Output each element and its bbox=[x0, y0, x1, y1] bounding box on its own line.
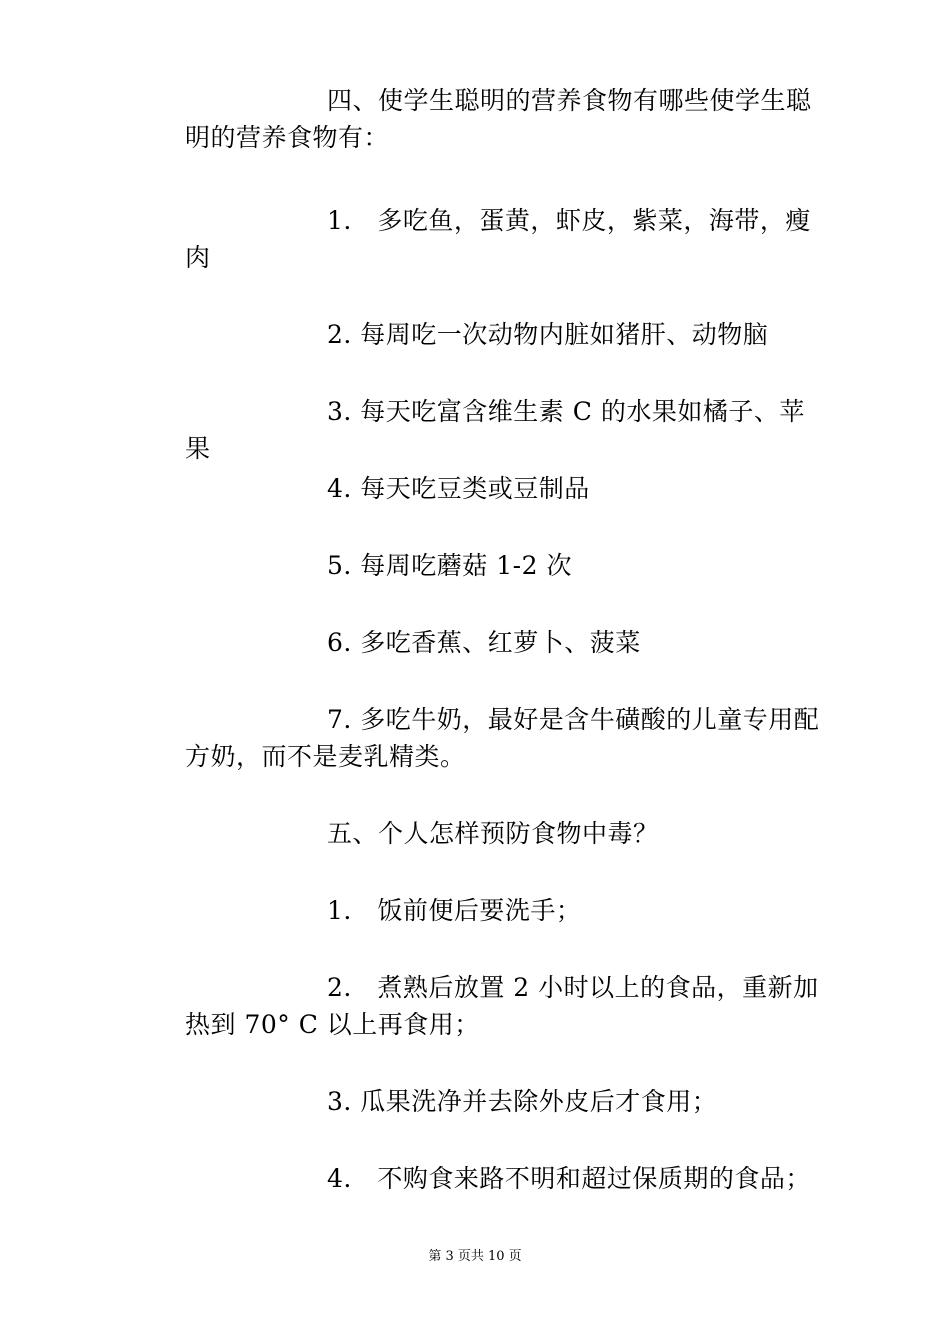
paragraph-item: 2. 每周吃一次动物内脏如猪肝、动物脑 bbox=[327, 320, 769, 349]
paragraph-item: 3. 每天吃富含维生素 C 的水果如橘子、苹果 bbox=[185, 397, 805, 463]
paragraph-item: 1. 多吃鱼，蛋黄，虾皮，紫菜，海带，瘦肉 bbox=[185, 206, 811, 272]
paragraph-item: 4. 每天吃豆类或豆制品 bbox=[327, 474, 590, 503]
paragraph-item: 1. 饭前便后要洗手； bbox=[327, 896, 582, 925]
paragraph-item: 7. 多吃牛奶，最好是含牛磺酸的儿童专用配方奶，而不是麦乳精类。 bbox=[185, 705, 820, 771]
paragraph-item: 6. 多吃香蕉、红萝卜、菠菜 bbox=[327, 628, 641, 657]
paragraph-item: 5. 每周吃蘑菇 1-2 次 bbox=[327, 551, 572, 580]
paragraph-item: 2. 煮熟后放置 2 小时以上的食品，重新加热到 70° C 以上再食用； bbox=[185, 973, 819, 1039]
paragraph-item: 4. 不购食来路不明和超过保质期的食品； bbox=[327, 1164, 811, 1193]
page-footer: 第 3 页共 10 页 bbox=[428, 1249, 522, 1264]
paragraph-section-four-heading: 四、使学生聪明的营养食物有哪些使学生聪明的营养食物有： bbox=[185, 86, 812, 152]
paragraph-section-five-heading: 五、个人怎样预防食物中毒？ bbox=[327, 819, 659, 848]
paragraph-item: 3. 瓜果洗净并去除外皮后才食用； bbox=[327, 1087, 718, 1116]
